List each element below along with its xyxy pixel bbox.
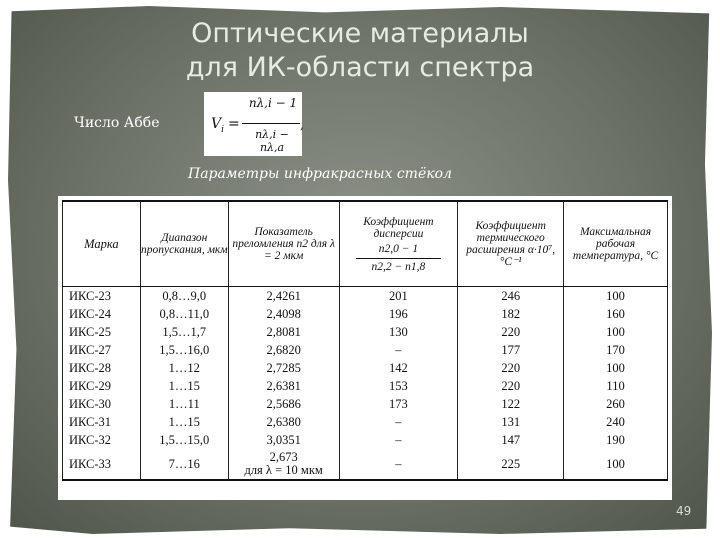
cell-dispersion: – — [339, 341, 458, 359]
header-dispersion — [339, 201, 458, 287]
header-marka: Марка — [63, 201, 141, 287]
table-caption: Параметры инфракрасных стёкол — [188, 166, 452, 182]
cell-range: 1,5…16,0 — [140, 341, 228, 359]
header-range: Диапазон пропускания, мкм — [140, 201, 228, 287]
table-row — [63, 431, 668, 449]
header-dispersion-numerator: n2,0 − 1 — [356, 243, 442, 259]
cell-max-temp: 100 — [564, 323, 668, 341]
cell-marka: ИКС-28 — [63, 359, 141, 377]
cell-dispersion: 173 — [339, 395, 458, 413]
cell-expansion: 220 — [458, 323, 564, 341]
cell-dispersion: 201 — [339, 287, 458, 306]
cell-expansion: 122 — [458, 395, 564, 413]
cell-n-note: для λ = 10 мкм — [244, 463, 323, 477]
cell-dispersion: – — [339, 449, 458, 480]
cell-max-temp: 160 — [564, 305, 668, 323]
cell-marka: ИКС-33 — [63, 449, 141, 480]
cell-range: 0,8…11,0 — [140, 305, 228, 323]
cell-refractive-index: 2,7285 — [228, 359, 339, 377]
cell-dispersion: 196 — [339, 305, 458, 323]
cell-refractive-index: 2,4261 — [228, 287, 339, 306]
header-expansion: Коэффициент термического расширения α·10⁷, °С⁻¹ — [458, 201, 564, 287]
cell-dispersion: 142 — [339, 359, 458, 377]
table-row — [63, 449, 668, 480]
cell-marka: ИКС-24 — [63, 305, 141, 323]
cell-range: 1…11 — [140, 395, 228, 413]
cell-marka: ИКС-27 — [63, 341, 141, 359]
cell-max-temp: 170 — [564, 341, 668, 359]
cell-range: 1…15 — [140, 413, 228, 431]
cell-refractive-index: 2,6820 — [228, 341, 339, 359]
abbe-formula — [204, 92, 302, 156]
abbe-number-label: Число Аббе — [74, 115, 160, 131]
cell-expansion: 225 — [458, 449, 564, 480]
cell-refractive-index — [228, 449, 339, 480]
cell-range: 7…16 — [140, 449, 228, 480]
formula-denominator: nλ,i − nλ,a — [255, 128, 289, 154]
cell-marka: ИКС-25 — [63, 323, 141, 341]
table-row — [63, 359, 668, 377]
formula-numerator: nλ,i − 1 — [248, 96, 298, 110]
cell-refractive-index: 3,0351 — [228, 431, 339, 449]
cell-dispersion: 153 — [339, 377, 458, 395]
cell-refractive-index: 2,5686 — [228, 395, 339, 413]
cell-expansion: 131 — [458, 413, 564, 431]
cell-marka: ИКС-31 — [63, 413, 141, 431]
formula-fraction-bar — [242, 123, 300, 124]
page-number: 49 — [676, 504, 692, 518]
cell-max-temp: 110 — [564, 377, 668, 395]
cell-max-temp: 240 — [564, 413, 668, 431]
cell-expansion: 220 — [458, 359, 564, 377]
cell-refractive-index: 2,4098 — [228, 305, 339, 323]
cell-dispersion: 130 — [339, 323, 458, 341]
cell-max-temp: 260 — [564, 395, 668, 413]
cell-range: 1,5…15,0 — [140, 431, 228, 449]
cell-expansion: 147 — [458, 431, 564, 449]
cell-range: 1,5…1,7 — [140, 323, 228, 341]
header-max-temp: Максимальная рабочая температура, °С — [564, 201, 668, 287]
cell-max-temp: 190 — [564, 431, 668, 449]
cell-max-temp: 100 — [564, 287, 668, 306]
cell-expansion: 220 — [458, 377, 564, 395]
table-row — [63, 287, 668, 306]
cell-marka: ИКС-29 — [63, 377, 141, 395]
glass-parameters-table — [62, 200, 668, 481]
cell-max-temp: 100 — [564, 359, 668, 377]
table-row — [63, 377, 668, 395]
formula-comma: , — [300, 118, 304, 132]
table-row — [63, 413, 668, 431]
table-row — [63, 323, 668, 341]
cell-max-temp: 100 — [564, 449, 668, 480]
formula-equals: = — [228, 116, 240, 132]
cell-refractive-index: 2,8081 — [228, 323, 339, 341]
table-row — [63, 305, 668, 323]
table-header-row — [63, 201, 668, 287]
cell-refractive-index: 2,6380 — [228, 413, 339, 431]
cell-refractive-index: 2,6381 — [228, 377, 339, 395]
cell-marka: ИКС-32 — [63, 431, 141, 449]
cell-expansion: 246 — [458, 287, 564, 306]
cell-marka: ИКС-30 — [63, 395, 141, 413]
cell-range: 1…12 — [140, 359, 228, 377]
cell-range: 1…15 — [140, 377, 228, 395]
cell-expansion: 177 — [458, 341, 564, 359]
cell-marka: ИКС-23 — [63, 287, 141, 306]
cell-expansion: 182 — [458, 305, 564, 323]
cell-range: 0,8…9,0 — [140, 287, 228, 306]
header-dispersion-label: Коэффициент дисперсии — [363, 215, 434, 240]
cell-dispersion: – — [339, 413, 458, 431]
table-row — [63, 341, 668, 359]
formula-lhs: $V_i$ — [211, 116, 225, 135]
slide-title-line1: Оптические материалы — [191, 18, 529, 49]
cell-dispersion: – — [339, 431, 458, 449]
header-dispersion-denominator: n2,2 − n1,8 — [371, 260, 426, 273]
cell-n-value: 2,673 — [269, 450, 298, 464]
glass-parameters-table-image — [58, 196, 672, 500]
table-row — [63, 395, 668, 413]
slide-title-line2: для ИК-области спектра — [185, 52, 535, 83]
header-refractive-index: Показатель преломления n2 для λ = 2 мкм — [228, 201, 339, 287]
